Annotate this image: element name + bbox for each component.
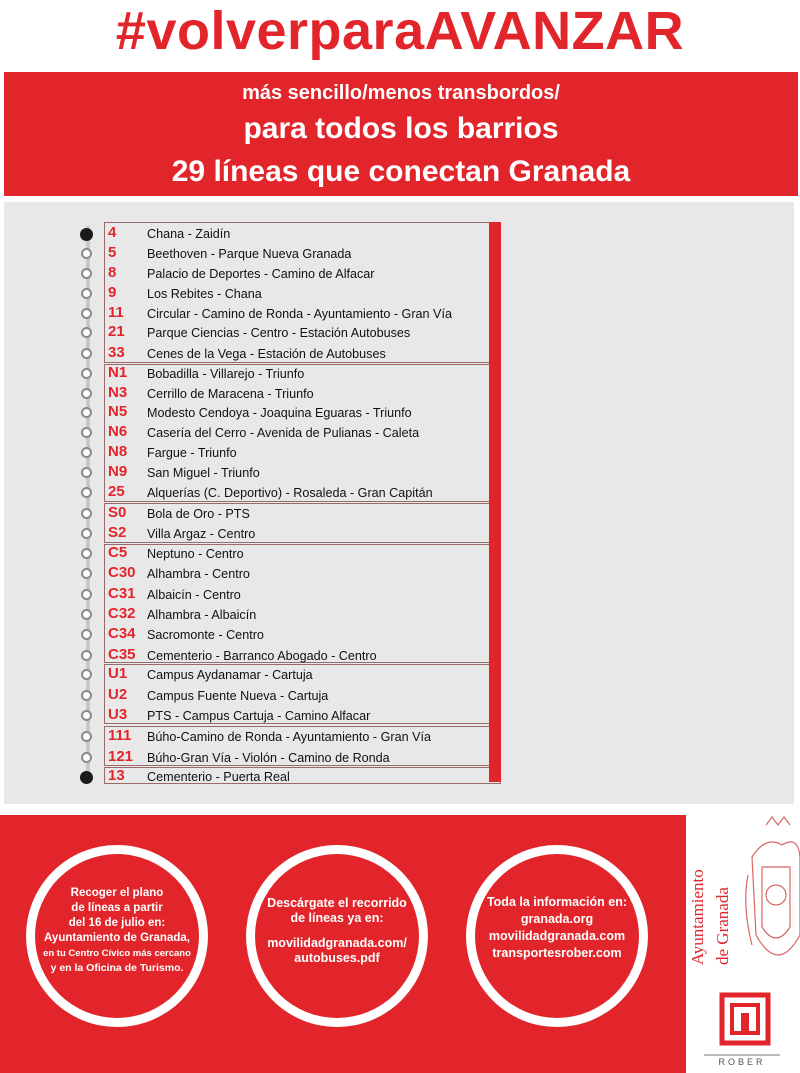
ayuntamiento-logo [686, 815, 800, 1073]
ayuntamiento-text-2: de Granada [713, 887, 732, 965]
route-stop-dot [80, 228, 93, 241]
line-number: N1 [108, 364, 128, 381]
line-number: C5 [108, 544, 128, 561]
route-stop-dot [81, 548, 92, 559]
line-number: 13 [108, 767, 125, 784]
circle1-text: de líneas a partir [71, 902, 163, 914]
line-number: N3 [108, 384, 128, 401]
route-stop-dot [81, 308, 92, 319]
line-number: S0 [108, 504, 127, 521]
route-stop-dot [81, 467, 92, 478]
line-number: N8 [108, 443, 128, 460]
route-stop-dot [81, 447, 92, 458]
circle1-text: Ayuntamiento de Granada, [44, 932, 190, 944]
route-stop-dot [81, 650, 92, 661]
red-side-bar [489, 222, 501, 782]
circle2-link[interactable]: movilidadgranada.com/ [267, 936, 407, 950]
line-number: 121 [108, 748, 134, 765]
line-number: N5 [108, 403, 128, 420]
circle3-link[interactable]: granada.org [520, 912, 594, 926]
route-stop-dot [81, 752, 92, 763]
line-route: Campus Aydanamar - Cartuja [147, 668, 313, 682]
info-circle-pickup [26, 845, 208, 1027]
banner-line-2: 29 líneas que conectan Granada [171, 155, 631, 188]
line-route: Palacio de Deportes - Camino de Alfacar [147, 267, 375, 281]
line-route: Cementerio - Barranco Abogado - Centro [147, 649, 377, 663]
headline-banner [4, 72, 798, 196]
info-circle-download [246, 845, 428, 1027]
line-route: Parque Ciencias - Centro - Estación Autobuses [147, 326, 411, 340]
route-stop-dot [81, 248, 92, 259]
line-route: Cerrillo de Maracena - Triunfo [147, 387, 314, 401]
line-route: Alhambra - Albaicín [147, 608, 257, 622]
route-stop-dot [81, 629, 92, 640]
route-stop-dot [81, 669, 92, 680]
route-stop-dot [81, 487, 92, 498]
route-stop-dot [81, 327, 92, 338]
route-stop-dot [81, 288, 92, 299]
line-number: 11 [108, 304, 124, 321]
line-number: 21 [108, 323, 125, 340]
route-stop-dot [81, 568, 92, 579]
circle2-text: de líneas ya en: [290, 911, 384, 925]
line-route: Búho-Gran Vía - Violón - Camino de Ronda [147, 751, 390, 765]
ayuntamiento-text-1: Ayuntamiento [688, 869, 707, 965]
line-number: C34 [108, 625, 136, 642]
circle3-link[interactable]: movilidadgranada.com [488, 929, 626, 943]
line-number: 8 [108, 264, 117, 281]
rober-logo-icon [722, 995, 768, 1043]
info-circle-info [466, 845, 648, 1027]
route-stop-dot [81, 609, 92, 620]
route-stop-dot [81, 268, 92, 279]
line-route: Villa Argaz - Centro [147, 527, 256, 541]
line-route: Casería del Cerro - Avenida de Pulianas - Caleta [147, 426, 420, 440]
line-number: C30 [108, 564, 136, 581]
line-number: N9 [108, 463, 128, 480]
circle2-link[interactable]: autobuses.pdf [294, 951, 380, 965]
route-stop-dot [81, 348, 92, 359]
line-route: San Miguel - Triunfo [147, 466, 260, 480]
line-number: S2 [108, 524, 127, 541]
route-stop-dot [81, 528, 92, 539]
circle2-text: Descárgate el recorrido [267, 896, 407, 910]
line-number: 33 [108, 344, 125, 361]
route-stop-dot [81, 690, 92, 701]
line-route: Búho-Camino de Ronda - Ayuntamiento - Gran Vía [147, 730, 431, 744]
line-route: Bola de Oro - PTS [147, 507, 250, 521]
line-route: Los Rebites - Chana [147, 287, 262, 301]
line-route: Beethoven - Parque Nueva Granada [147, 247, 352, 261]
campaign-hashtag: #volverparaAVANZAR [115, 1, 685, 61]
banner-line-1: para todos los barrios [243, 112, 559, 145]
route-stop-dot [81, 589, 92, 600]
line-number: C35 [108, 646, 136, 663]
route-stop-dot [81, 508, 92, 519]
line-route: Alquerías (C. Deportivo) - Rosaleda - Gran Capitán [147, 486, 433, 500]
route-stop-dot [81, 407, 92, 418]
line-route: Modesto Cendoya - Joaquina Eguaras - Triunfo [147, 406, 412, 420]
line-route: Bobadilla - Villarejo - Triunfo [147, 367, 305, 381]
route-stop-dot [81, 427, 92, 438]
line-route: Chana - Zaidín [147, 227, 231, 241]
line-number: C31 [108, 585, 136, 602]
line-route: Cementerio - Puerta Real [147, 770, 290, 784]
line-number: 9 [108, 284, 117, 301]
rober-text: ROBER [718, 1057, 766, 1067]
circle3-link[interactable]: transportesrober.com [492, 946, 622, 960]
route-stop-dot [80, 771, 93, 784]
line-number: C32 [108, 605, 136, 622]
line-route: Neptuno - Centro [147, 547, 244, 561]
circle1-text: y en la Oficina de Turismo. [50, 962, 184, 974]
route-stop-dot [81, 710, 92, 721]
line-route: Circular - Camino de Ronda - Ayuntamiento - Gran Vía [147, 307, 452, 321]
route-stop-dot [81, 368, 92, 379]
circle1-text: Recoger el plano [70, 887, 164, 899]
line-route: Albaicín - Centro [147, 588, 241, 602]
line-number: N6 [108, 423, 128, 440]
line-route: Fargue - Triunfo [147, 446, 237, 460]
banner-subtitle: más sencillo/menos transbordos/ [242, 82, 560, 104]
circle1-text: del 16 de julio en: [68, 917, 166, 929]
line-route: Campus Fuente Nueva - Cartuja [147, 689, 329, 703]
route-stop-dot [81, 388, 92, 399]
coat-of-arms-icon [746, 817, 800, 955]
line-route: Sacromonte - Centro [147, 628, 264, 642]
line-number: 25 [108, 483, 125, 500]
line-number: U2 [108, 686, 128, 703]
line-route: PTS - Campus Cartuja - Camino Alfacar [147, 709, 371, 723]
line-number: U1 [108, 665, 128, 682]
circle3-text: Toda la información en: [486, 895, 628, 909]
line-number: 4 [108, 224, 117, 241]
line-number: 111 [108, 727, 132, 744]
line-route: Alhambra - Centro [147, 567, 250, 581]
circle1-text: en tu Centro Cívico más cercano [43, 948, 191, 959]
line-number: 5 [108, 244, 117, 261]
route-stop-dot [81, 731, 92, 742]
line-route: Cenes de la Vega - Estación de Autobuses [147, 347, 386, 361]
line-number: U3 [108, 706, 128, 723]
